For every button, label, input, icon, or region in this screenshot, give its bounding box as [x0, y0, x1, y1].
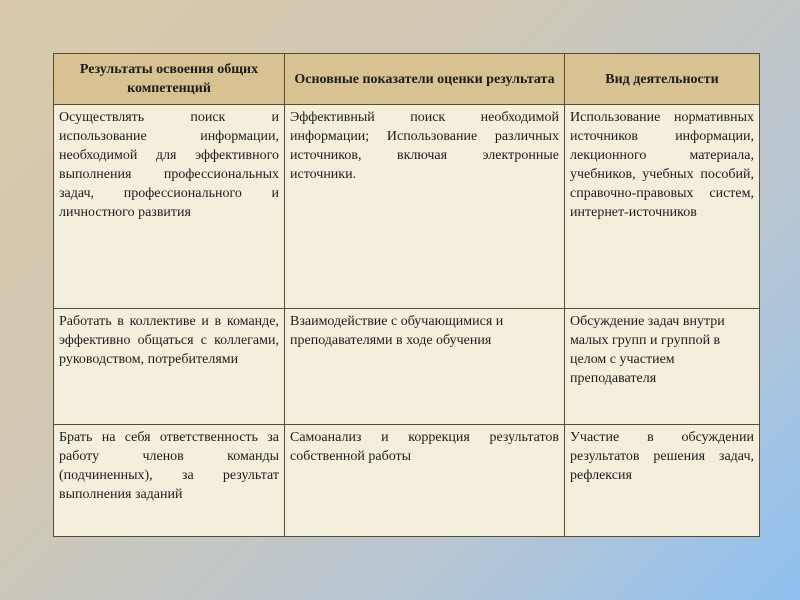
table-row — [54, 309, 760, 425]
cell-competence: Брать на себя ответственность за работу членов команды (подчиненных), за результат выполнения заданий — [54, 425, 285, 537]
cell-indicator: Взаимодействие с обучающимися и преподавателями в ходе обучения — [285, 309, 565, 425]
header-indicators: Основные показатели оценки результата — [285, 54, 565, 105]
cell-indicator: Самоанализ и коррекция результатов собственной работы — [285, 425, 565, 537]
cell-activity: Участие в обсуждении результатов решения задач, рефлексия — [565, 425, 760, 537]
table-header-row — [54, 54, 760, 105]
cell-competence: Осуществлять поиск и использование информации, необходимой для эффективного выполнения профессиональных задач, профессионального и личностного развития — [54, 105, 285, 309]
cell-activity: Использование нормативных источников информации, лекционного материала, учебников, учебных пособий, справочно-правовых систем, интернет-источников — [565, 105, 760, 309]
header-results: Результаты освоения общих компетенций — [54, 54, 285, 105]
table-row — [54, 425, 760, 537]
slide — [53, 53, 760, 537]
cell-competence: Работать в коллективе и в команде, эффективно общаться с коллегами, руководством, потребителями — [54, 309, 285, 425]
competencies-table — [53, 53, 760, 537]
cell-activity: Обсуждение задач внутри малых групп и группой в целом с участием преподавателя — [565, 309, 760, 425]
cell-indicator: Эффективный поиск необходимой информации; Использование различных источников, включая электронные источники. — [285, 105, 565, 309]
table-row — [54, 105, 760, 309]
header-activity: Вид деятельности — [565, 54, 760, 105]
